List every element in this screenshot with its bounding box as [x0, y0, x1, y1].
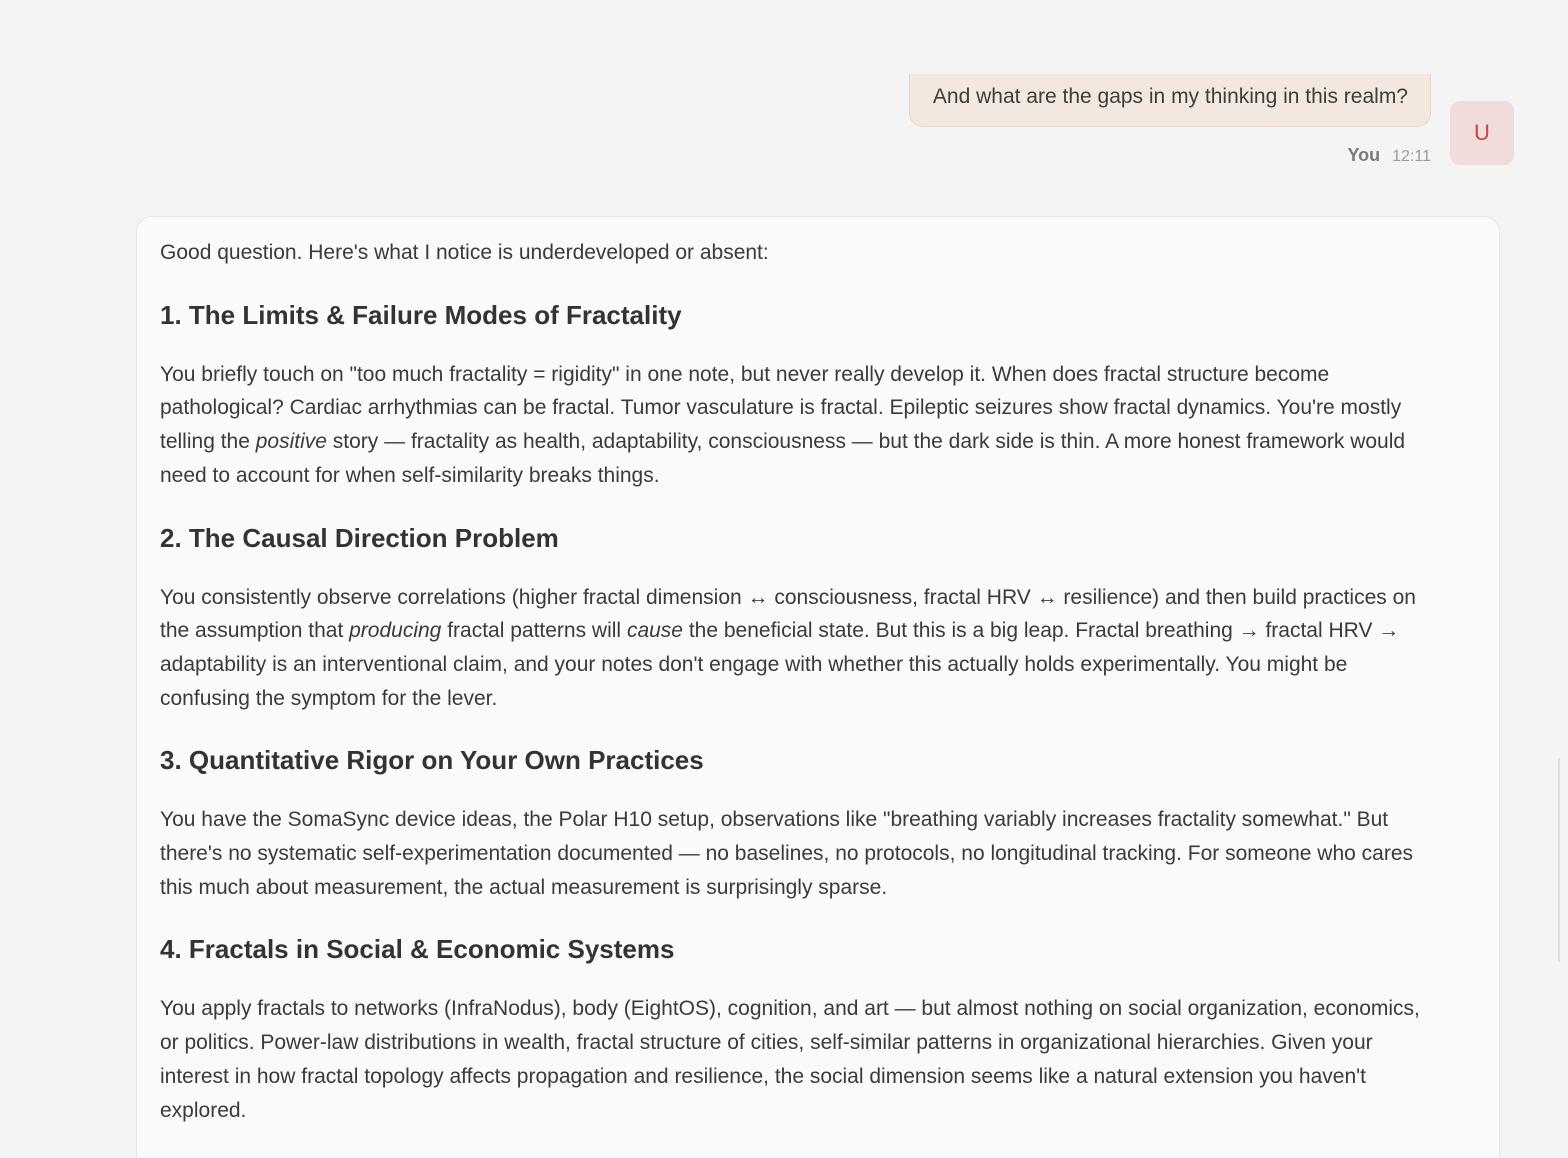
emphasis-text: producing	[349, 619, 442, 643]
section-number: 2.	[160, 522, 182, 553]
user-message-author: You	[1347, 145, 1381, 165]
section-title: The Limits & Failure Modes of Fractality	[188, 299, 682, 330]
emphasis-text: cause	[626, 619, 683, 643]
section-title: Quantitative Rigor on Your Own Practices	[188, 745, 704, 776]
emphasis-text: positive	[255, 430, 327, 454]
user-message-bubble	[909, 74, 1431, 127]
section-heading-2	[160, 521, 1439, 555]
section-title: Fractals in Social & Economic Systems	[188, 934, 675, 965]
section-number: 3.	[160, 745, 182, 776]
user-avatar[interactable]	[1450, 101, 1514, 165]
section-body-text: You consistently observe correlations (higher fractal dimension ↔ consciousness, fractal HRV ↔ resilience) and then build practices on the assumption that	[160, 585, 1416, 643]
section-body-text: You briefly touch on "too much fractality = rigidity" in one note, but never really develop it. When does fractal structure become pathological? Cardiac arrhythmias can be fractal. Tumor vasculature is fractal. Epileptic seizures show fractal dynamics. You're mostly telling the	[160, 362, 1402, 454]
section-number: 1.	[160, 299, 182, 330]
section-number: 4.	[160, 934, 182, 965]
section-body-2	[160, 581, 1439, 716]
user-message-time: 12:11	[1392, 148, 1431, 165]
section-body-3: You have the SomaSync device ideas, the Polar H10 setup, observations like "breathing variably increases fractality somewhat." But there's no systematic self-experimentation documented — no baselines, no protocols, no longitudinal tracking. For someone who cares this much about measurement, the actual measurement is surprisingly sparse.	[160, 808, 1414, 899]
section-heading-3	[160, 743, 1439, 777]
assistant-intro: Good question. Here's what I notice is underdeveloped or absent:	[160, 241, 769, 264]
user-message-text: And what are the gaps in my thinking in this realm?	[932, 85, 1408, 108]
user-avatar-letter: U	[1474, 120, 1490, 145]
user-message-meta	[1347, 145, 1431, 166]
section-heading-1	[160, 298, 1439, 332]
section-body-text: story — fractality as health, adaptability, consciousness — but the dark side is thin. A more honest framework would need to account for when self-similarity breaks things.	[160, 430, 1406, 487]
section-body-1	[160, 358, 1439, 493]
section-title: The Causal Direction Problem	[188, 522, 559, 553]
section-heading-4	[160, 932, 1439, 966]
scrollbar[interactable]	[1558, 758, 1568, 962]
assistant-message-card	[136, 216, 1500, 1158]
section-body-text: fractal patterns will	[441, 619, 627, 643]
section-body-text: the beneficial state. But this is a big leap. Fractal breathing → fractal HRV → adaptability is an interventional claim, and your notes don't engage with whether this actually holds experimentally. You might be confusing the symptom for the lever.	[160, 619, 1400, 710]
section-body-4: You apply fractals to networks (InfraNodus), body (EightOS), cognition, and art — but almost nothing on social organization, economics, or politics. Power-law distributions in wealth, fractal structure of cities, self-similar patterns in organizational hierarchies. Given your interest in how fractal topology affects propagation and resilience, the social dimension seems like a natural extension you haven't explored.	[160, 997, 1420, 1122]
